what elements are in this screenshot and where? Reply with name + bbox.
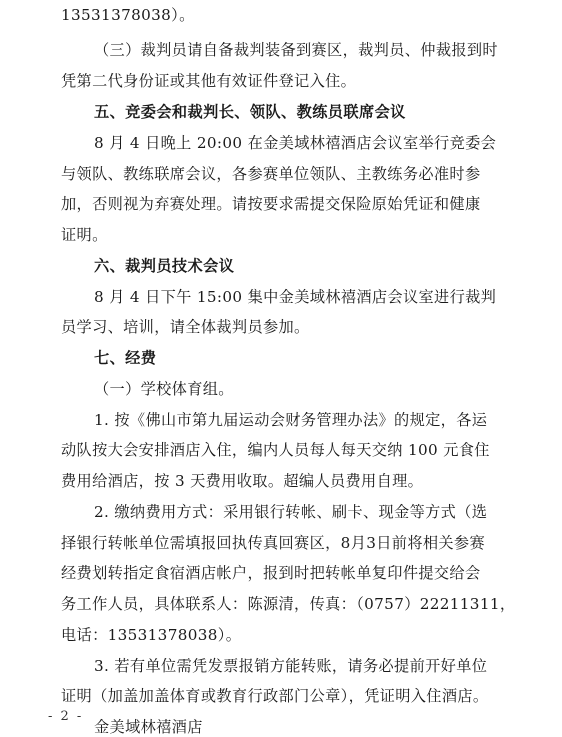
text-line: 经费划转指定食宿酒店帐户，报到时把转帐单复印件提交给会 [61, 564, 481, 582]
text-line: 凭第二代身份证或其他有效证件登记入住。 [61, 72, 357, 90]
text-line: 加，否则视为弃赛处理。请按要求需提交保险原始凭证和健康 [61, 195, 481, 213]
text-line: 13531378038）。 [61, 6, 195, 24]
text-line: 金美域林禧酒店 [94, 718, 203, 736]
text-line: 务工作人员，具体联系人：陈源清，传真：（0757）22211311， [61, 595, 516, 613]
text-line: 2. 缴纳费用方式：采用银行转帐、刷卡、现金等方式（选 [94, 503, 488, 521]
text-line: （一）学校体育组。 [94, 380, 234, 398]
text-line: 1. 按《佛山市第九届运动会财务管理办法》的规定，各运 [94, 411, 488, 429]
text-line: 证明。 [61, 226, 108, 244]
text-line: 择银行转帐单位需填报回执传真回赛区，8月3日前将相关参赛 [61, 534, 486, 552]
text-line: 证明（加盖加盖体育或教育行政部门公章），凭证明入住酒店。 [61, 687, 489, 705]
text-line: 与领队、教练联席会议，各参赛单位领队、主教练务必准时参 [61, 165, 481, 183]
text-line: （三）裁判员请自备裁判装备到赛区，裁判员、仲裁报到时 [94, 41, 498, 59]
text-line: 3. 若有单位需凭发票报销方能转账，请务必提前开好单位 [94, 657, 488, 675]
page-number: - 2 - [48, 709, 84, 724]
text-line: 8 月 4 日下午 15:00 集中金美域林禧酒店会议室进行裁判 [94, 288, 497, 306]
text-line: 员学习、培训，请全体裁判员参加。 [61, 318, 310, 336]
text-line: 动队按大会安排酒店入住，编内人员每人每天交纳 100 元食住 [61, 441, 490, 459]
text-line: 电话：13531378038）。 [61, 626, 242, 644]
section-heading-5: 五、竞委会和裁判长、领队、教练员联席会议 [94, 103, 406, 121]
text-line: 8 月 4 日晚上 20:00 在金美域林禧酒店会议室举行竞委会 [94, 134, 497, 152]
section-heading-7: 七、经费 [94, 349, 157, 367]
text-line: 费用给酒店，按 3 天费用收取。超编人员费用自理。 [61, 472, 424, 490]
section-heading-6: 六、裁判员技术会议 [94, 257, 235, 275]
